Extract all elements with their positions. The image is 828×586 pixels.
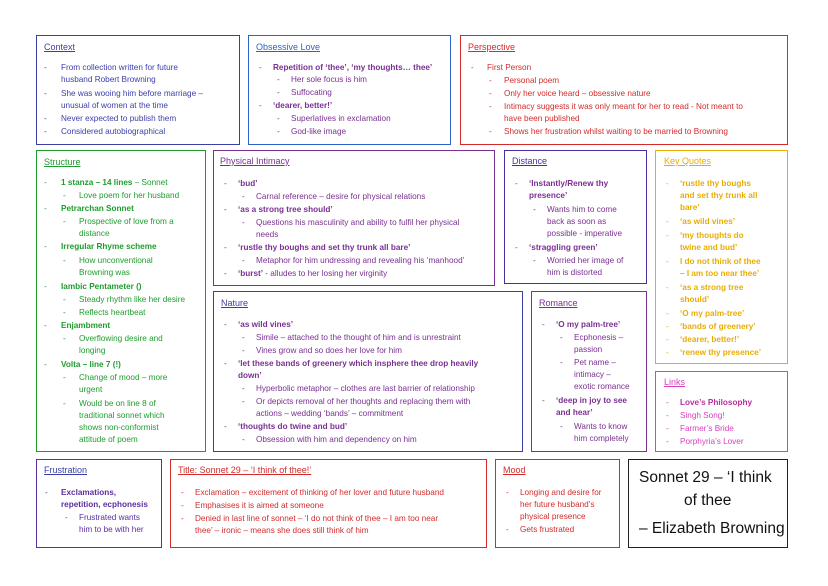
- bullet: -: [45, 488, 48, 497]
- text-line: Intimacy suggests it was only meant for her to read - Not meant to: [504, 102, 743, 111]
- bullet: -: [533, 205, 536, 214]
- bullet: -: [666, 335, 669, 344]
- bullet: -: [259, 63, 262, 72]
- quote-line: and set thy trunk all: [680, 191, 758, 200]
- text-line: [61, 177, 168, 188]
- bullet: -: [242, 333, 245, 342]
- text-line: distance: [79, 229, 110, 238]
- romance-title: Romance: [539, 298, 578, 308]
- distance-box: [504, 150, 647, 284]
- frustration-title: Frustration: [44, 465, 88, 475]
- text-line: Steady rhythm like her desire: [79, 295, 186, 304]
- text-line: have been published: [504, 114, 580, 123]
- bullet: -: [63, 217, 66, 226]
- text-line: Worried her image of: [547, 256, 624, 265]
- bullet: -: [44, 114, 47, 123]
- bullet: -: [63, 295, 66, 304]
- quote-line: ‘thoughts do twine and bud’: [238, 422, 348, 431]
- text-line: How unconventional: [79, 256, 153, 265]
- text-line: actions – wedding ‘bands’ – commitment: [256, 409, 404, 418]
- bullet: -: [242, 435, 245, 444]
- text-line: Pet name –: [574, 358, 616, 367]
- quote-line: ‘O my palm-tree’: [556, 320, 621, 329]
- perspective-box: [460, 35, 788, 145]
- quote-line: ‘O my palm-tree’: [680, 309, 745, 318]
- text-line: him completely: [574, 434, 629, 443]
- bullet: -: [666, 283, 669, 292]
- text-line: Only her voice heard – obsessive nature: [504, 89, 651, 98]
- mood-box: [495, 459, 620, 548]
- bullet: -: [242, 346, 245, 355]
- frustration-box: [36, 459, 162, 548]
- quote-line: Repetition of ‘thee’, ‘my thoughts… thee’: [273, 63, 433, 72]
- text-line: Wants him to come: [547, 205, 617, 214]
- quote-line: ‘let these bands of greenery which insphere thee drop heavily: [238, 359, 479, 368]
- text-line: Hyperbolic metaphor – clothes are last barrier of relationship: [256, 384, 475, 393]
- bullet: -: [65, 513, 68, 522]
- text-line: exotic romance: [574, 382, 630, 391]
- bullet: -: [666, 411, 669, 420]
- text-line: husband Robert Browning: [61, 75, 156, 84]
- quote-line: should’: [680, 295, 710, 304]
- text-line: Ecphonesis –: [574, 333, 624, 342]
- bullet: -: [489, 102, 492, 111]
- quote-note: - alludes to her losing her virginity: [263, 269, 388, 278]
- text-line: Her sole focus is him: [291, 75, 367, 84]
- bullet: -: [666, 231, 669, 240]
- text-line: Never expected to publish them: [61, 114, 177, 123]
- bullet: -: [542, 396, 545, 405]
- distance-title: Distance: [512, 156, 548, 166]
- bullet: -: [63, 373, 66, 382]
- bullet: -: [224, 269, 227, 278]
- bullet: -: [259, 101, 262, 110]
- bullet: -: [242, 256, 245, 265]
- bullet: -: [560, 422, 563, 431]
- bullet: -: [515, 243, 518, 252]
- bullet: -: [224, 243, 227, 252]
- bullet: -: [666, 309, 669, 318]
- quote-line: ‘renew thy presence’: [680, 348, 761, 357]
- context-title: Context: [44, 42, 76, 52]
- text-line: Considered autobiographical: [61, 127, 166, 136]
- bullet: -: [666, 179, 669, 188]
- text-line: passion: [574, 345, 603, 354]
- title-analysis-box: [170, 459, 487, 548]
- bullet: -: [44, 360, 47, 369]
- bullet: -: [560, 358, 563, 367]
- text-line: Metaphor for him undressing and revealing his ‘manhood’: [256, 256, 465, 265]
- quote-line: presence’: [529, 191, 568, 200]
- text-line: shows non-conformist: [79, 423, 159, 432]
- bullet: -: [63, 256, 66, 265]
- quote-line: ‘my thoughts do: [680, 231, 744, 240]
- bullet: -: [277, 75, 280, 84]
- text-line: From collection written for future: [61, 63, 178, 72]
- main-title-box: [628, 459, 788, 548]
- text-line: needs: [256, 230, 279, 239]
- bullet: -: [666, 257, 669, 266]
- obsessive-love-title: Obsessive Love: [256, 42, 321, 52]
- text-line: unusual of women at the time: [61, 101, 168, 110]
- structure-box: [36, 150, 206, 452]
- text-line: Overflowing desire and: [79, 334, 163, 343]
- bullet: -: [44, 63, 47, 72]
- text-line: God-like image: [291, 127, 347, 136]
- quote-line: ‘as wild vines’: [238, 320, 294, 329]
- text-line: Love poem for her husband: [79, 191, 180, 200]
- key-quotes-title: Key Quotes: [664, 156, 712, 166]
- quote-line: ‘as a strong tree should’: [238, 205, 333, 214]
- links-box: [655, 371, 788, 452]
- bullet: -: [277, 88, 280, 97]
- text-line: Questions his masculinity and ability to fulfil her physical: [256, 218, 460, 227]
- quote-line: I do not think of thee: [680, 257, 761, 266]
- text-line: repetition, ecphonesis: [61, 500, 148, 509]
- bullet: -: [181, 488, 184, 497]
- text-line: Obsession with him and dependency on him: [256, 435, 417, 444]
- text-line: Enjambment: [61, 321, 111, 330]
- bullet: -: [44, 89, 47, 98]
- text-line: her future husband’s: [520, 500, 595, 509]
- link-item: Farmer’s Bride: [680, 424, 734, 433]
- bullet: -: [666, 322, 669, 331]
- structure-term: 1 stanza – 14 lines: [61, 178, 133, 187]
- text-line: attitude of poem: [79, 435, 138, 444]
- bullet: -: [242, 192, 245, 201]
- quote-line: ‘bands of greenery’: [680, 322, 756, 331]
- bullet: -: [277, 127, 280, 136]
- text-line: Exclamation – excitement of thinking of her lover and future husband: [195, 488, 444, 497]
- text-line: Would be on line 8 of: [79, 399, 156, 408]
- text-line: urgent: [79, 385, 103, 394]
- main-title-author: – Elizabeth Browning: [639, 520, 785, 537]
- link-item: Porphyria’s Lover: [680, 437, 744, 446]
- bullet: -: [666, 348, 669, 357]
- text-line: Iambic Pentameter (): [61, 282, 142, 291]
- text-line: Emphasises it is aimed at someone: [195, 501, 324, 510]
- bullet: -: [489, 76, 492, 85]
- bullet: -: [44, 242, 47, 251]
- bullet: -: [181, 501, 184, 510]
- bullet: -: [181, 514, 184, 523]
- quote-line: twine and bud’: [680, 243, 738, 252]
- nature-box: [213, 291, 523, 452]
- link-item: Singh Song!: [680, 411, 725, 420]
- text-line: Carnal reference – desire for physical relations: [256, 192, 426, 201]
- bullet: -: [242, 218, 245, 227]
- text-line: Frustrated wants: [79, 513, 140, 522]
- key-quotes-box: [655, 150, 788, 364]
- quote-line: – I am too near thee’: [680, 269, 760, 278]
- text-line: Volta – line 7 (!): [61, 360, 121, 369]
- bullet: -: [44, 127, 47, 136]
- bullet: -: [44, 204, 47, 213]
- text-line: First Person: [487, 63, 532, 72]
- bullet: -: [471, 63, 474, 72]
- physical-intimacy-box: [213, 150, 495, 286]
- text-line: possible - imperative: [547, 229, 623, 238]
- bullet: -: [560, 333, 563, 342]
- text-line: physical presence: [520, 512, 586, 521]
- text-line: intimacy –: [574, 370, 611, 379]
- main-title-line1: Sonnet 29 – ‘I think: [639, 469, 772, 486]
- physical-intimacy-title: Physical Intimacy: [220, 156, 290, 166]
- quote-line: ‘rustle thy boughs and set thy trunk all bare’: [238, 243, 411, 252]
- mood-title: Mood: [503, 465, 526, 475]
- structure-note: – Sonnet: [132, 178, 168, 187]
- quote-line: ‘rustle thy boughs: [680, 179, 751, 188]
- bullet: -: [506, 488, 509, 497]
- text-line: Vines grow and so does her love for him: [256, 346, 402, 355]
- bullet: -: [666, 424, 669, 433]
- bullet: -: [63, 308, 66, 317]
- bullet: -: [506, 525, 509, 534]
- quote-line: ‘straggling green’: [529, 243, 598, 252]
- text-line: Browning was: [79, 268, 130, 277]
- quote-line: ‘bud’: [238, 179, 258, 188]
- text-line: Shows her frustration whilst waiting to be married to Browning: [504, 127, 728, 136]
- title-analysis-title: Title: Sonnet 29 – ‘I think of thee!’: [178, 465, 312, 475]
- quote-line: ‘as a strong tree: [680, 283, 744, 292]
- bullet: -: [63, 399, 66, 408]
- text-line: Change of mood – more: [79, 373, 168, 382]
- quote-line: ‘Instantly/Renew thy: [529, 179, 609, 188]
- bullet: -: [242, 397, 245, 406]
- links-title: Links: [664, 377, 686, 387]
- text-line: Prospective of love from a: [79, 217, 174, 226]
- text-line: Wants to know: [574, 422, 628, 431]
- quote-line: ‘as wild vines’: [680, 217, 736, 226]
- bullet: -: [666, 217, 669, 226]
- text-line: She was wooing him before marriage –: [61, 89, 203, 98]
- bullet: -: [666, 437, 669, 446]
- structure-title: Structure: [44, 157, 81, 167]
- quote-line: ‘deep in joy to see: [556, 396, 627, 405]
- text-line: traditional sonnet which: [79, 411, 165, 420]
- romance-box: [531, 291, 647, 452]
- text-line: Or depicts removal of her thoughts and replacing them with: [256, 397, 471, 406]
- quote-line: bare’: [680, 203, 700, 212]
- text-line: thee’ – ironic – means she does still think of him: [195, 526, 369, 535]
- bullet: -: [242, 384, 245, 393]
- text-line: him to be with her: [79, 525, 144, 534]
- context-box: [36, 35, 240, 145]
- main-title-line2: of thee: [684, 492, 732, 509]
- text-line: him is distorted: [547, 268, 603, 277]
- text-line: Personal poem: [504, 76, 560, 85]
- text-line: Longing and desire for: [520, 488, 602, 497]
- bullet: -: [63, 191, 66, 200]
- bullet: -: [44, 321, 47, 330]
- bullet: -: [224, 205, 227, 214]
- text-line: Gets frustrated: [520, 525, 575, 534]
- perspective-title: Perspective: [468, 42, 516, 52]
- bullet: -: [489, 89, 492, 98]
- bullet: -: [224, 359, 227, 368]
- quote-line: down’: [238, 371, 262, 380]
- bullet: -: [542, 320, 545, 329]
- nature-title: Nature: [221, 298, 249, 308]
- bullet: -: [224, 422, 227, 431]
- bullet: -: [533, 256, 536, 265]
- text-line: [238, 268, 387, 279]
- bullet: -: [44, 282, 47, 291]
- text-line: back as soon as: [547, 217, 607, 226]
- text-line: Denied in last line of sonnet – ‘I do not think of thee – I am too near: [195, 514, 439, 523]
- text-line: Simile – attached to the thought of him and is unrestraint: [256, 333, 461, 342]
- quote-line: and hear’: [556, 408, 593, 417]
- quote-line: ‘dearer, better!’: [680, 335, 740, 344]
- text-line: longing: [79, 346, 106, 355]
- bullet: -: [44, 178, 47, 187]
- bullet: -: [277, 114, 280, 123]
- obsessive-love-box: [248, 35, 451, 145]
- text-line: Reflects heartbeat: [79, 308, 146, 317]
- bullet: -: [224, 320, 227, 329]
- text-line: Exclamations,: [61, 488, 117, 497]
- text-line: Irregular Rhyme scheme: [61, 242, 157, 251]
- text-line: Suffocating: [291, 88, 332, 97]
- bullet: -: [63, 334, 66, 343]
- bullet: -: [224, 179, 227, 188]
- bullet: -: [666, 398, 669, 407]
- text-line: Superlatives in exclamation: [291, 114, 391, 123]
- bullet: -: [489, 127, 492, 136]
- quote-line: ‘dearer, better!’: [273, 101, 333, 110]
- link-item: Love’s Philosophy: [680, 398, 753, 407]
- text-line: Petrarchan Sonnet: [61, 204, 134, 213]
- quote-word: ‘burst’: [238, 269, 264, 278]
- bullet: -: [515, 179, 518, 188]
